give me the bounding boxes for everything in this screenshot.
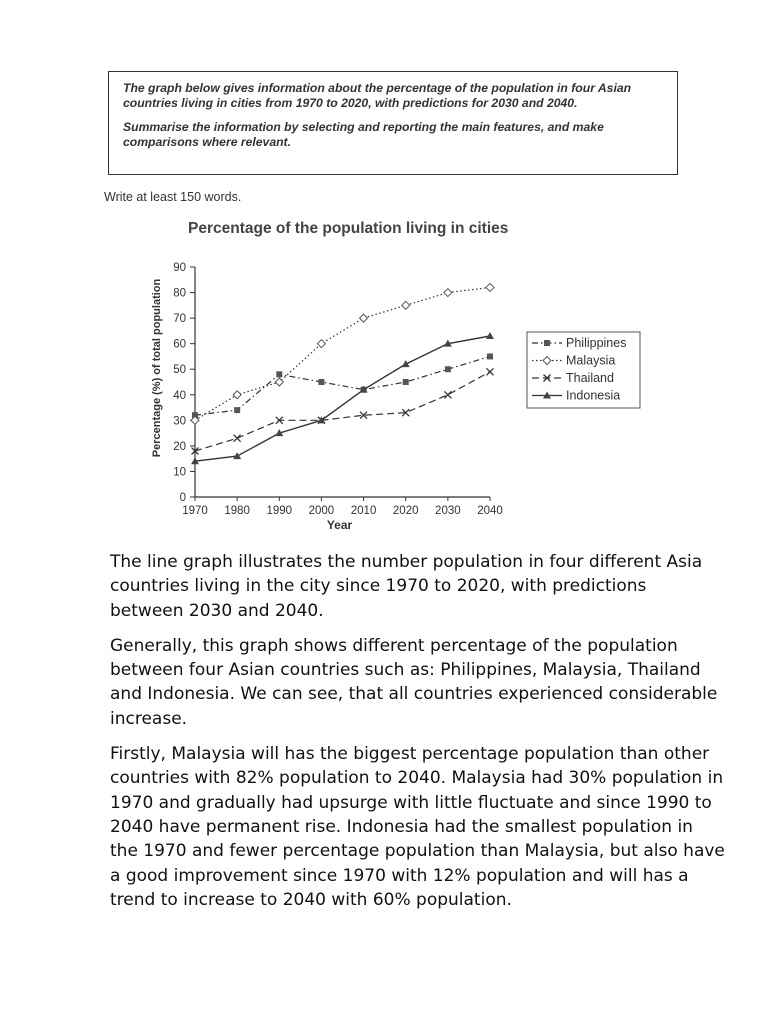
y-tick-label: 80 [173,287,186,300]
legend-label-indonesia: Indonesia [566,388,621,403]
essay-paragraph-2: Generally, this graph shows different percentage of the population between four Asian countries such as: Philippines, Malaysia, Thailand and Indonesia. We can see, that all countries experienced considerable increase. [110,635,718,729]
data-point-philippines [318,379,324,385]
series-line-malaysia [195,287,490,420]
legend-label-thailand: Thailand [566,371,614,385]
line-chart [140,255,660,540]
data-point-malaysia [444,289,452,297]
data-point-malaysia [317,340,325,348]
data-point-philippines [403,379,409,385]
data-point-philippines [276,371,282,377]
x-axis-label: Year [326,518,353,532]
x-tick-label: 2000 [308,505,335,517]
x-tick-label: 2030 [435,505,461,517]
legend-label-malaysia: Malaysia [566,353,616,368]
x-tick-label: 1990 [266,505,293,517]
x-tick-label: 2010 [350,505,377,517]
data-point-philippines [487,353,493,359]
series-line-indonesia [195,336,490,461]
legend-marker-philippines [544,340,550,346]
y-tick-label: 40 [173,389,186,402]
x-tick-label: 1980 [224,505,250,517]
y-tick-label: 70 [173,313,186,326]
data-point-malaysia [402,301,410,309]
chart-title: Percentage of the population living in cities [188,220,509,237]
task-prompt-box [108,71,678,175]
legend-label-philippines: Philippines [566,336,627,350]
y-tick-label: 60 [173,338,186,351]
x-tick-label: 2020 [392,505,419,517]
data-point-thailand [234,435,241,442]
essay-body [110,550,725,923]
y-tick-label: 50 [173,364,186,377]
data-point-malaysia [233,391,241,399]
data-point-thailand [487,368,494,375]
essay-paragraph-1: The line graph illustrates the number population in four different Asia countries living in the city since 1970 to 2020, with predictions between 2030 and 2040. [110,552,703,621]
essay-paragraph-3: Firstly, Malaysia will has the biggest percentage population than other countries with 82% population to 2040. Malaysia had 30% population in 1970 and gradually had upsurge with little fluctuate and since 1990 to 2040 have permanent rise. Indonesia had the smallest population in the 1970 and fewer percentage population than Malaysia, but also have a good improvement since 1970 with 12% population and will has a trend to increase to 2040 with 60% population. [110,744,725,910]
y-axis-label: Percentage (%) of total population [151,278,163,458]
data-point-malaysia [486,283,494,291]
y-tick-label: 20 [173,440,186,453]
data-point-thailand [444,391,451,398]
y-tick-label: 0 [179,492,186,504]
task-prompt-instruction: Summarise the information by selecting and reporting the main features, and make comparisons where relevant. [123,120,604,149]
y-tick-label: 90 [173,262,186,274]
y-tick-label: 10 [173,466,186,479]
x-tick-label: 1970 [182,505,208,517]
data-point-malaysia [360,314,368,322]
data-point-philippines [445,366,451,372]
word-count-instruction: Write at least 150 words. [104,190,242,204]
task-prompt-description: The graph below gives information about the percentage of the population in four Asian countries living in cities from 1970 to 2020, with predictions for 2030 and 2040. [123,81,632,110]
x-tick-label: 2040 [477,505,503,517]
data-point-indonesia [402,360,410,367]
series-line-philippines [195,356,490,415]
data-point-philippines [234,407,240,413]
data-point-indonesia [233,452,241,459]
y-tick-label: 30 [173,415,186,428]
data-point-indonesia [486,332,494,339]
